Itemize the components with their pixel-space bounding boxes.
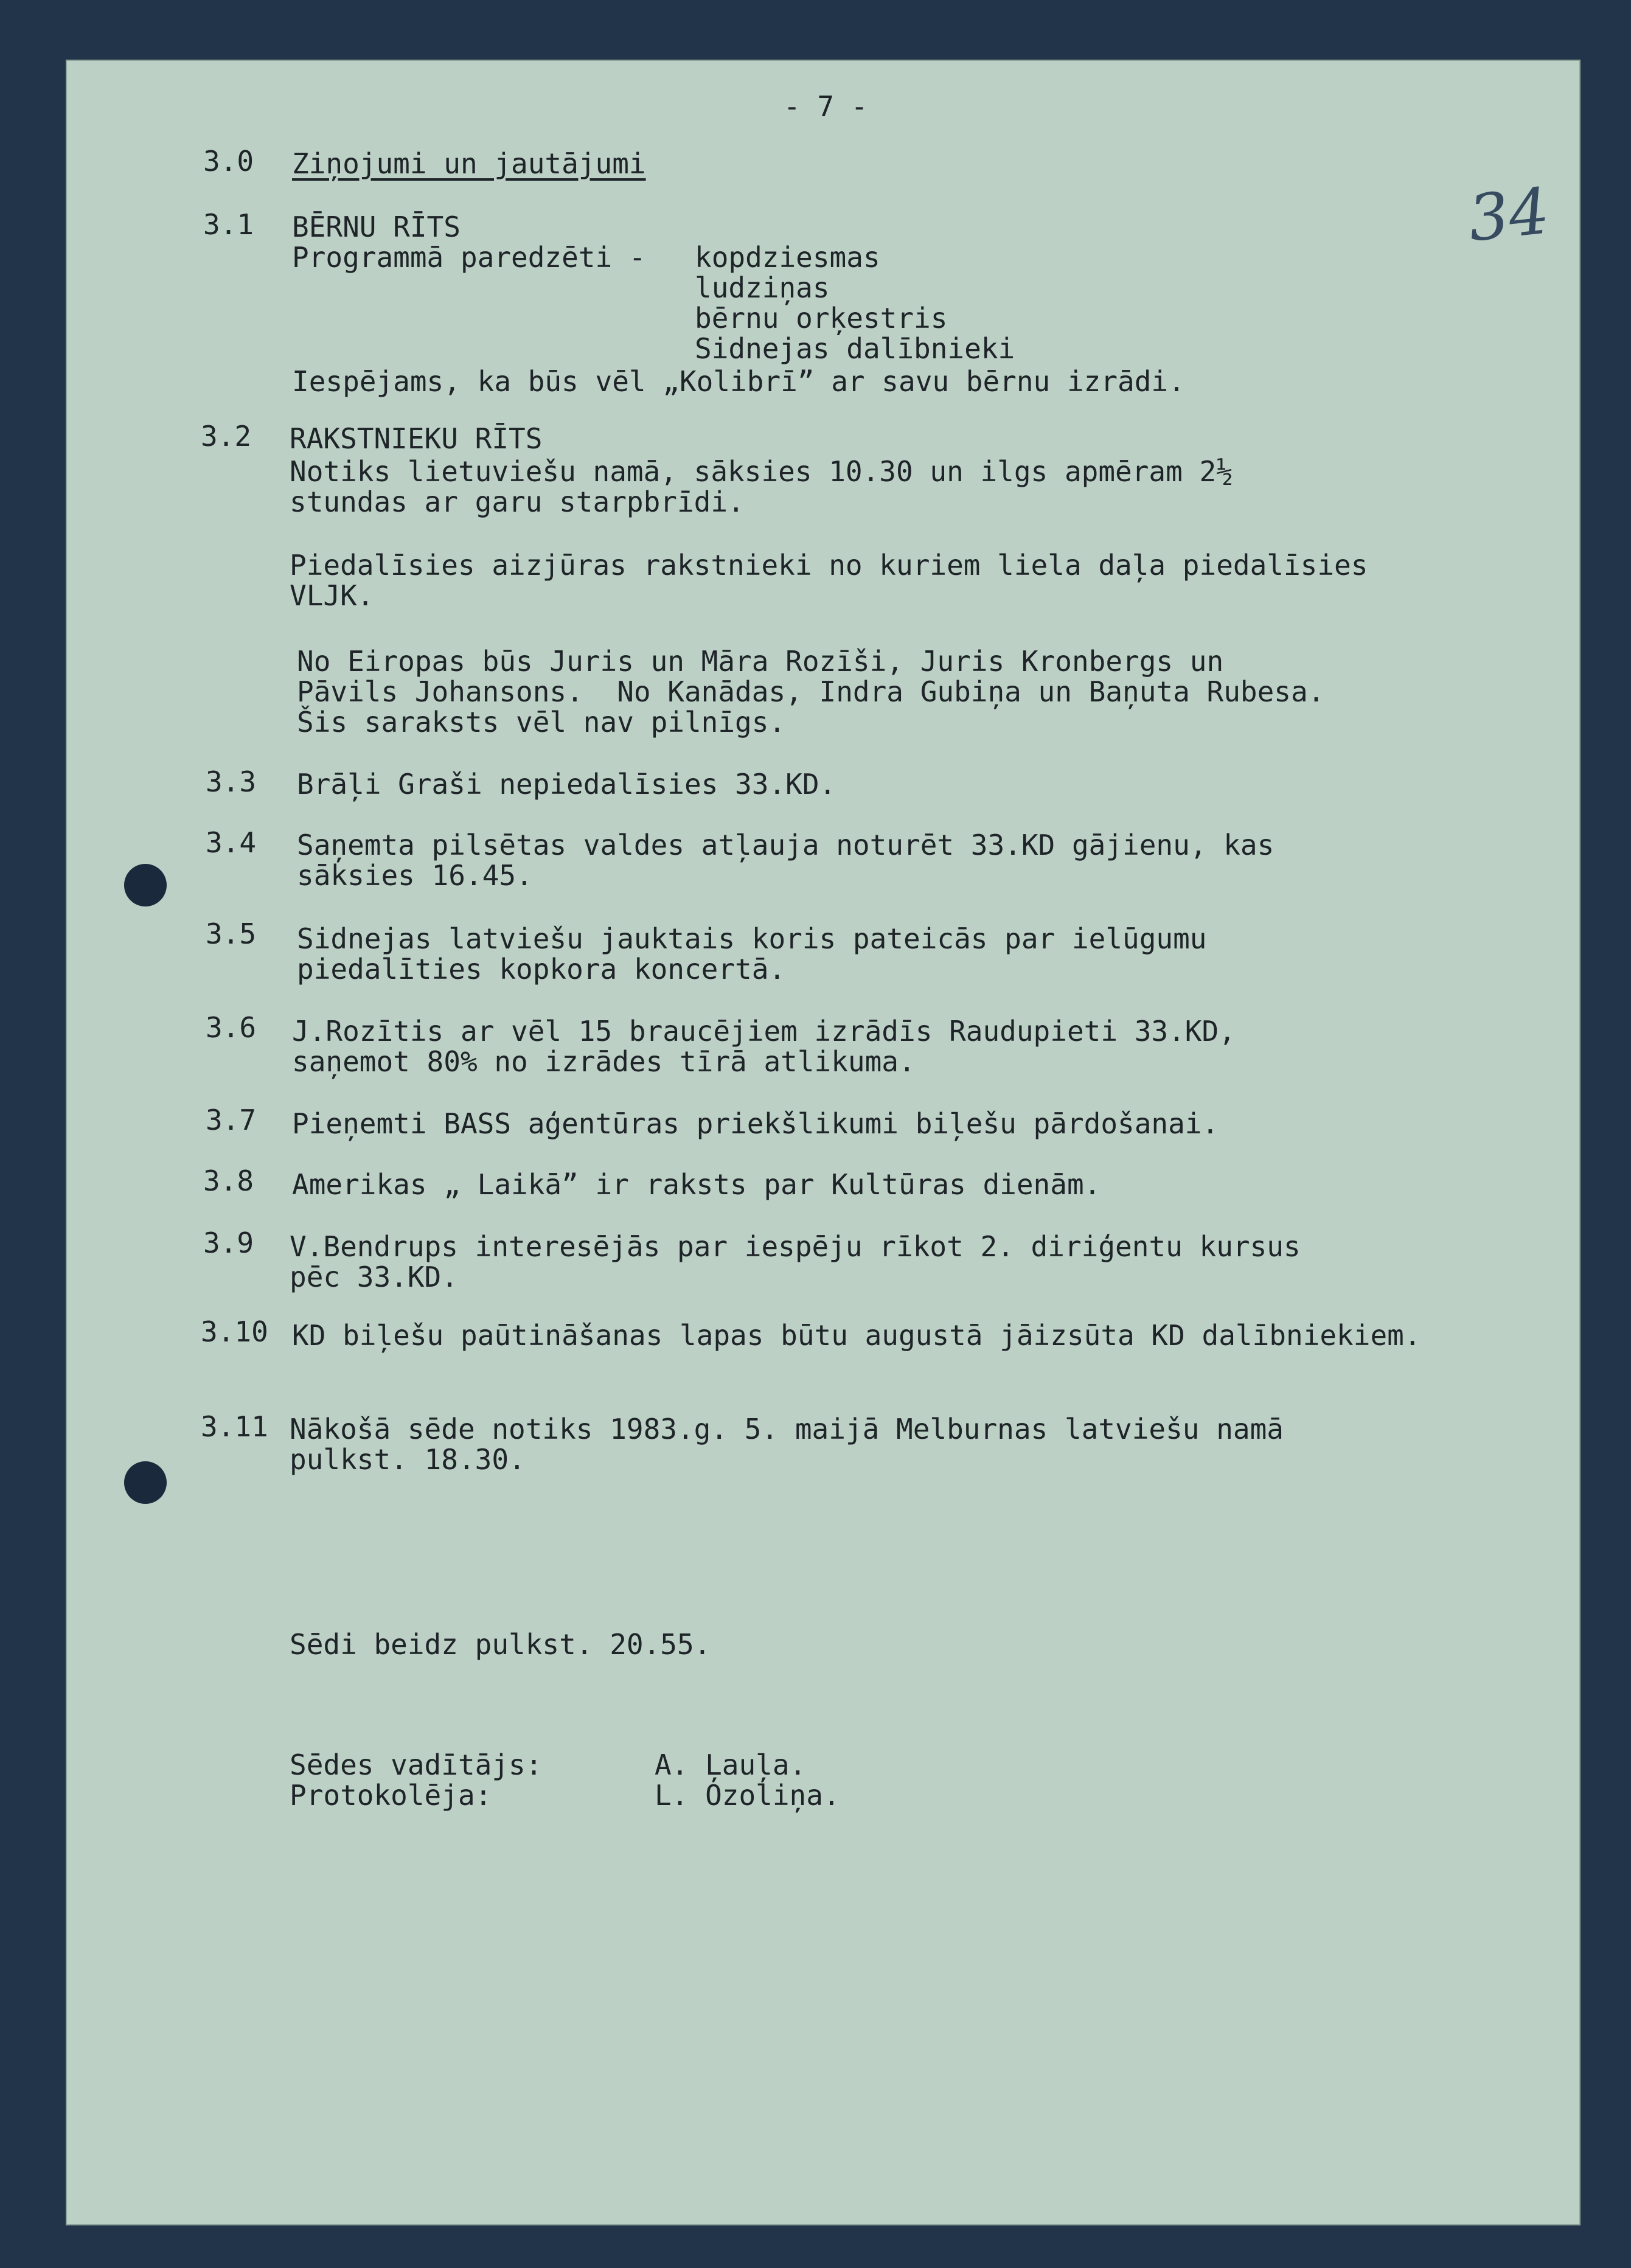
item-number: 3.3 [206,765,257,798]
item-number: 3.6 [206,1011,257,1044]
programme-extra: Iespējams, ka būs vēl „Kolibrī” ar savu bērnu izrādi. [292,365,1185,398]
paragraph-line: Notiks lietuviešu namā, sāksies 10.30 un ilgs apmēram 2½ [290,455,1233,488]
item-number: 3.9 [203,1226,254,1259]
programme-label: Programmā paredzēti - [292,241,646,274]
signature-name: L. Ozoliņa. [655,1779,840,1812]
signature-role: Protokolēja: [290,1779,492,1812]
item-number: 3.10 [201,1315,268,1348]
item-line: pēc 33.KD. [290,1261,458,1293]
item-line: Sidnejas latviešu jauktais koris pateicās par ielūgumu [297,922,1207,955]
programme-item: ludziņas [695,271,830,304]
signature-name: A. Ļauļa. [655,1748,807,1781]
item-line: saņemot 80% no izrādes tīrā atlikuma. [292,1045,916,1078]
item-line: Nākošā sēde notiks 1983.g. 5. maijā Melburnas latviešu namā [290,1413,1284,1445]
item-number: 3.5 [206,917,257,950]
section-title: BĒRNU RĪTS [292,210,461,243]
paragraph-line: VLJK. [290,579,374,612]
document-page [66,60,1581,2225]
section-title: RAKSTNIEKU RĪTS [290,422,543,455]
item-line: J.Rozītis ar vēl 15 braucējiem izrādīs Raudupieti 33.KD, [292,1015,1236,1048]
item-line: V.Bendrups interesējās par iespēju rīkot 2. diriģentu kursus [290,1230,1301,1263]
item-number: 3.7 [206,1104,257,1136]
section-heading: Ziņojumi un jautājumi [292,147,646,180]
punch-hole-bottom [124,1461,167,1504]
paragraph-line: stundas ar garu starpbrīdi. [290,485,745,518]
section-number: 3.0 [203,145,254,178]
item-line: KD biļešu paūtināšanas lapas būtu augustā jāizsūta KD dalībniekiem. [292,1319,1421,1352]
item-line: sāksies 16.45. [297,859,533,892]
paragraph-line: Piedalīsies aizjūras rakstnieki no kuriem liela daļa piedalīsies [290,549,1368,582]
item-line: Amerikas „ Laikā” ir raksts par Kultūras dienām. [292,1168,1101,1201]
item-line: pulkst. 18.30. [290,1443,526,1476]
item-line: piedalīties kopkora koncertā. [297,953,786,986]
archive-page-mark: 34 [1464,173,1553,256]
item-line: Pieņemti BASS aģentūras priekšlikumi biļešu pārdošanai. [292,1107,1219,1140]
item-number: 3.11 [201,1410,268,1443]
punch-hole-top [124,864,167,906]
item-number: 3.4 [206,826,257,859]
signature-role: Sēdes vadītājs: [290,1748,543,1781]
paragraph-line: No Eiropas būs Juris un Māra Rozīši, Juris Kronbergs un [297,645,1224,678]
item-line: Brāļi Graši nepiedalīsies 33.KD. [297,768,836,801]
item-number: 3.8 [203,1164,254,1197]
section-number: 3.1 [203,208,254,241]
paragraph-line: Šis saraksts vēl nav pilnīgs. [297,706,786,739]
item-line: Saņemta pilsētas valdes atļauja noturēt 33.KD gājienu, kas [297,829,1275,861]
page-number: - 7 - [784,90,868,123]
paragraph-line: Pāvils Johansons. No Kanādas, Indra Gubiņa un Baņuta Rubesa. [297,675,1325,708]
section-number: 3.2 [201,420,252,453]
programme-item: Sidnejas dalībnieki [695,332,1015,365]
programme-item: kopdziesmas [695,241,880,274]
programme-item: bērnu orķestris [695,302,948,335]
closing-line: Sēdi beidz pulkst. 20.55. [290,1628,711,1661]
